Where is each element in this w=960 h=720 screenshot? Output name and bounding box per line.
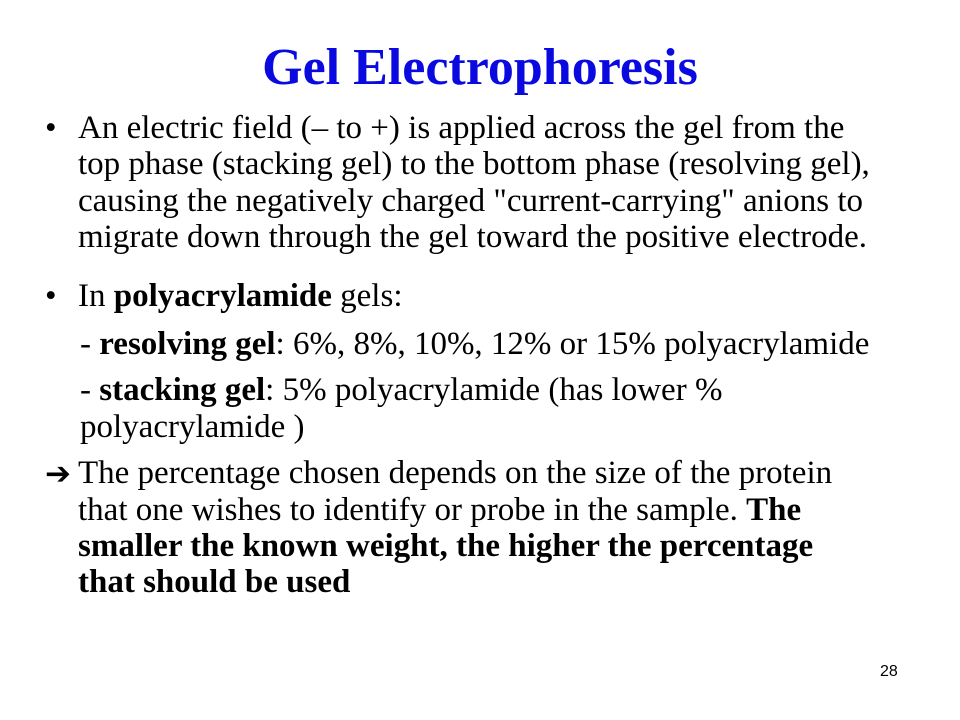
slide-body: [45, 110, 875, 601]
sub-item-text: : 5% polyacrylamide (has lower % polyacrylamide ): [80, 372, 723, 445]
page-number: 28: [880, 663, 898, 680]
bullet-suffix: gels:: [331, 277, 403, 314]
conclusion-item: [45, 455, 875, 601]
sub-item-dash: -: [80, 326, 100, 363]
bullet-icon: •: [45, 110, 57, 146]
sub-item-text: : 6%, 8%, 10%, 12% or 15% polyacrylamide: [275, 326, 870, 363]
bullet-text: An electric field (– to +) is applied across the gel from the top phase (stacking gel) to the bottom phase (resolving gel), causing the negatively charged "current-carrying" anions to migrate down through the gel toward the positive electrode.: [78, 110, 870, 256]
conclusion-bold-text: The smaller the known weight, the higher the percentage that should be used: [78, 491, 814, 601]
sub-item-stacking-gel: [45, 372, 875, 445]
sub-item-dash: -: [80, 372, 100, 409]
sub-item-term: resolving gel: [99, 326, 276, 363]
sub-item-term: stacking gel: [99, 372, 266, 409]
slide-title: Gel Electrophoresis: [262, 39, 698, 96]
right-arrow-icon: ➔: [45, 456, 71, 493]
bullet-prefix: In: [78, 277, 114, 314]
bullet-bold-term: polyacrylamide: [113, 277, 332, 314]
bullet-item-electric-field: [45, 110, 875, 256]
sub-item-resolving-gel: [45, 326, 875, 362]
bullet-item-polyacrylamide: [45, 278, 875, 314]
conclusion-text: The percentage chosen depends on the size of the protein that one wishes to identify or probe in the sample.: [78, 455, 833, 528]
bullet-icon: •: [45, 277, 57, 314]
